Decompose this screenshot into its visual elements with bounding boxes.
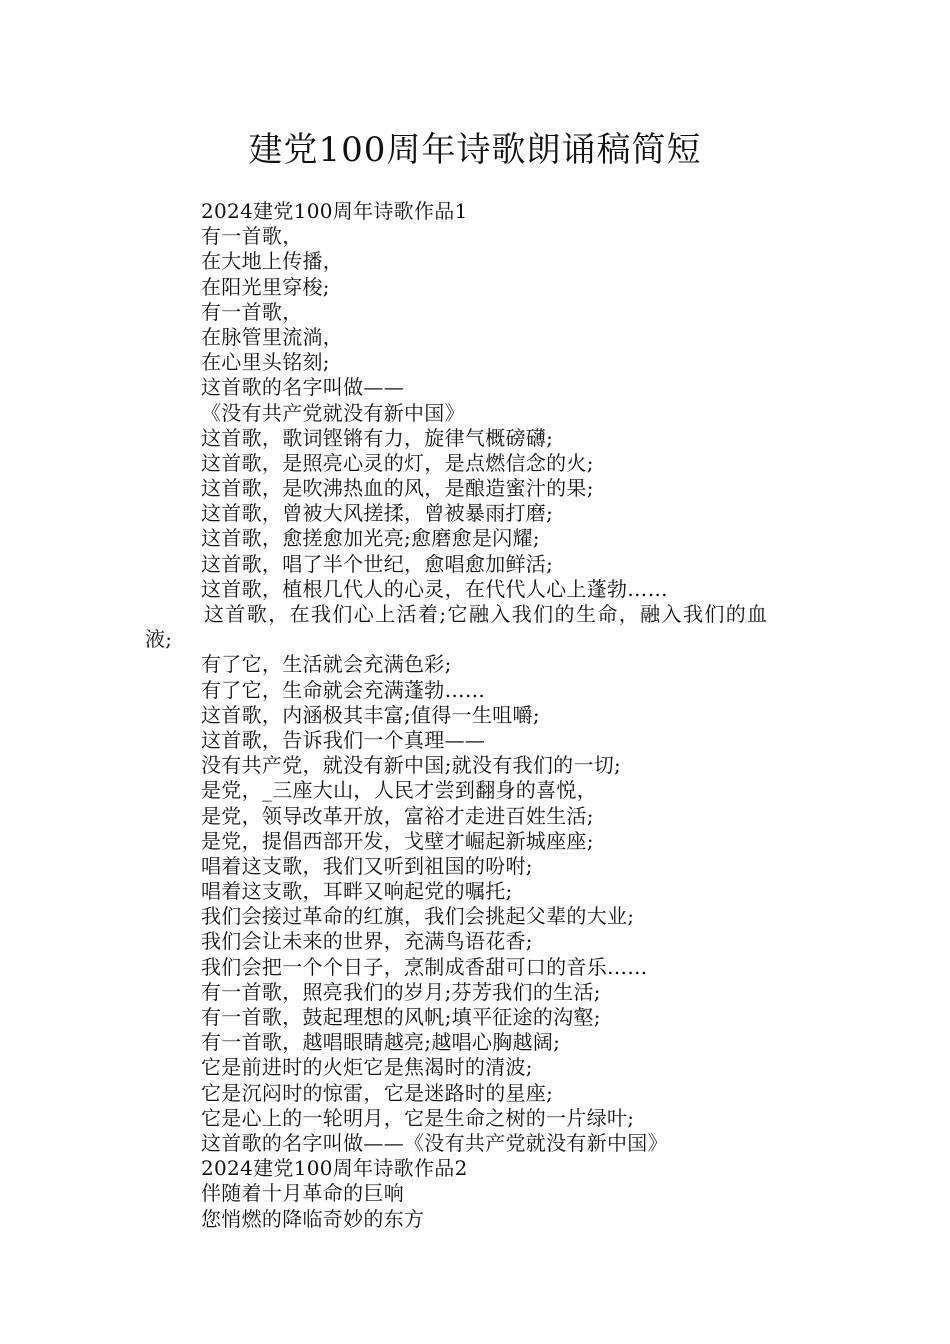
poem-line: 这首歌，植根几代人的心灵，在代代人心上蓬勃…… <box>201 576 668 601</box>
poem-line: 我们会让未来的世界，充满鸟语花香; <box>201 929 533 954</box>
poem-line: 有了它，生活就会充满色彩; <box>201 652 452 677</box>
poem-line: 这首歌的名字叫做—— <box>201 375 404 400</box>
poem-line: 我们会接过革命的红旗，我们会挑起父辈的大业; <box>201 904 635 929</box>
poem-line: 这首歌，内涵极其丰富;值得一生咀嚼; <box>201 702 540 727</box>
poem-line: 这首歌，在我们心上活着;它融入我们的生命，融入我们的血 <box>204 602 769 626</box>
document-title: 建党100周年诗歌朗诵稿简短 <box>248 130 702 170</box>
poem-line: 这首歌的名字叫做——《没有共产党就没有新中国》 <box>201 1130 668 1155</box>
poem-line: 有一首歌，鼓起理想的风帆;填平征途的沟壑; <box>201 1005 601 1029</box>
poem-line: 这首歌，曾被大风搓揉，曾被暴雨打磨; <box>201 501 554 526</box>
poem-line: 这首歌，是照亮心灵的灯，是点燃信念的火; <box>201 450 594 475</box>
poem-line: 在阳光里穿梭; <box>201 274 330 299</box>
poem-line: 是党，_三座大山，人民才尝到翻身的喜悦， <box>201 778 597 803</box>
poem-line: 这首歌，愈搓愈加光亮;愈磨愈是闪耀; <box>201 526 540 551</box>
poem-line: 是党，提倡西部开发，戈壁才崛起新城座座; <box>201 828 594 853</box>
poem-line: 我们会把一个个日子，烹制成香甜可口的音乐…… <box>201 954 648 979</box>
poem-line: 有了它，生命就会充满蓬勃…… <box>201 677 486 702</box>
poem-line: 这首歌，歌词铿锵有力，旋律气概磅礴; <box>201 425 554 450</box>
poem-line-continuation: 液; <box>145 627 173 652</box>
poem-line: 它是沉闷时的惊雷，它是迷路时的星座; <box>201 1080 554 1105</box>
poem-line: 唱着这支歌，耳畔又响起党的嘱托; <box>201 879 513 904</box>
poem-line: 这首歌，是吹沸热血的风，是酿造蜜汁的果; <box>201 476 594 501</box>
poem-line: 唱着这支歌，我们又听到祖国的吩咐; <box>201 853 533 878</box>
poem-line: 在心里头铭刻; <box>201 350 330 375</box>
poem-line: 有一首歌， <box>201 224 303 249</box>
poem-line: 它是前进时的火炬它是焦渴时的清波; <box>201 1055 533 1080</box>
poem-line: 在脉管里流淌， <box>201 324 344 349</box>
section-heading: 2024建党100周年诗歌作品2 <box>201 1156 468 1181</box>
poem-line: 伴随着十月革命的巨响 <box>201 1181 404 1206</box>
poem-line: 有一首歌，越唱眼睛越亮;越唱心胸越阔; <box>201 1030 561 1055</box>
poem-line: 它是心上的一轮明月，它是生命之树的一片绿叶; <box>201 1105 635 1130</box>
poem-line: 您悄燃的降临奇妙的东方 <box>201 1206 425 1231</box>
poem-line: 是党，领导改革开放，富裕才走进百姓生活; <box>201 803 594 828</box>
poem-line: 这首歌，告诉我们一个真理—— <box>201 727 486 752</box>
poem-line: 这首歌，唱了半个世纪，愈唱愈加鲜活; <box>201 551 554 576</box>
poem-line: 有一首歌， <box>201 299 303 324</box>
poem-line: 有一首歌，照亮我们的岁月;芬芳我们的生活; <box>201 979 601 1004</box>
section-heading: 2024建党100周年诗歌作品1 <box>201 199 468 223</box>
poem-body <box>145 199 815 1232</box>
poem-line: 在大地上传播， <box>201 249 344 274</box>
poem-line: 没有共产党，就没有新中国;就没有我们的一切; <box>201 753 622 778</box>
poem-line: 《没有共产党就没有新中国》 <box>201 400 465 425</box>
